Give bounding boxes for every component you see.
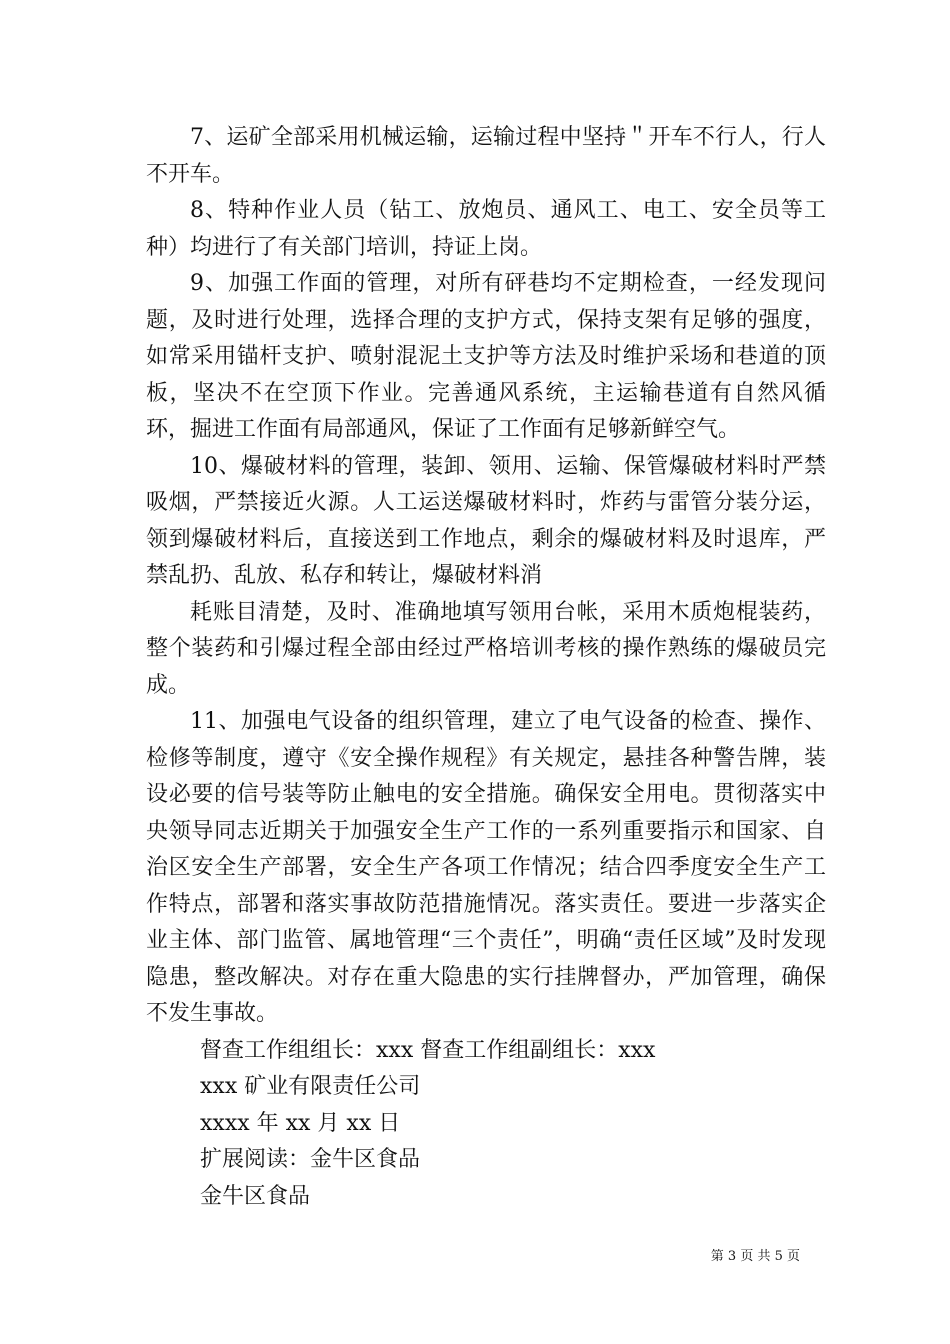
signature-leaders: 督查工作组组长：xxx 督查工作组副组长：xxx	[200, 1037, 656, 1063]
signature-date: xxxx 年 xx 月 xx 日	[200, 1110, 401, 1136]
extended-reading-title: 金牛区食品	[200, 1183, 311, 1209]
document-body	[146, 120, 826, 1215]
paragraph-item-11: 11、加强电气设备的组织管理，建立了电气设备的检查、操作、检修等制度，遵守《安全操作规程》有关规定，悬挂各种警告牌，装设必要的信号装等防止触电的安全措施。确保安全用电。贯彻落实中央领导同志近期关于加强安全生产工作的一系列重要指示和国家、自治区安全生产部署，安全生产各项工作情况；结合四季度安全生产工作特点，部署和落实事故防范措施情况。落实责任。要进一步落实企业主体、部门监管、属地管理“三个责任”，明确“责任区域”及时发现隐患，整改解决。对存在重大隐患的实行挂牌督办，严加管理，确保不发生事故。	[146, 709, 826, 1026]
paragraph-item-7: 7、运矿全部采用机械运输，运输过程中坚持＂开车不行人，行人不开车。	[146, 125, 826, 187]
signature-block	[146, 1033, 826, 1216]
extended-reading-label: 扩展阅读：金牛区食品	[200, 1147, 421, 1172]
paragraph-item-9: 9、加强工作面的管理，对所有砰巷均不定期检查，一经发现问题，及时进行处理，选择合理的支护方式，保持支架有足够的强度，如常采用锚杆支护、喷射混泥土支护等方法及时维护采场和巷道的顶板，坚决不在空顶下作业。完善通风系统，主运输巷道有自然风循环，掘进工作面有局部通风，保证了工作面有足够新鲜空气。	[146, 271, 826, 442]
paragraph-item-10-continued: 耗账目清楚，及时、准确地填写领用台帐，采用木质炮棍装药，整个装药和引爆过程全部由经过严格培训考核的操作熟练的爆破员完成。	[146, 599, 826, 698]
paragraph-item-10: 10、爆破材料的管理，装卸、领用、运输、保管爆破材料时严禁吸烟，严禁接近火源。人工运送爆破材料时，炸药与雷管分装分运，领到爆破材料后，直接送到工作地点，剩余的爆破材料及时退库，严禁乱扔、乱放、私存和转让，爆破材料消	[146, 453, 826, 588]
paragraph-item-8: 8、特种作业人员（钻工、放炮员、通风工、电工、安全员等工种）均进行了有关部门培训，持证上岗。	[146, 198, 826, 260]
signature-company: xxx 矿业有限责任公司	[200, 1074, 421, 1099]
page-number-footer: 第 3 页 共 5 页	[710, 1249, 800, 1264]
